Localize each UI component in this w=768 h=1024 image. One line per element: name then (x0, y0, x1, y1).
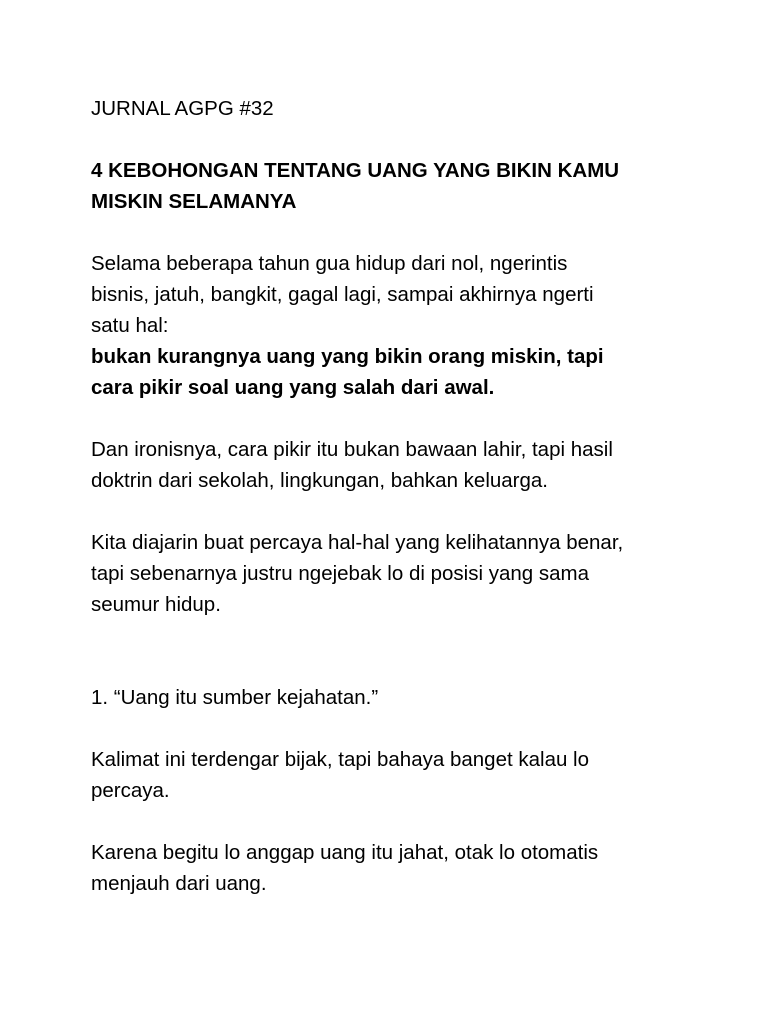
point-1-title: 1. “Uang itu sumber kejahatan.” (91, 686, 379, 709)
point-1-paragraph-1 (91, 744, 691, 806)
text-line: Dan ironisnya, cara pikir itu bukan bawaan lahir, tapi hasil (91, 438, 613, 461)
emphasis-line: cara pikir soal uang yang salah dari awal. (91, 376, 495, 399)
text-line: percaya. (91, 779, 170, 802)
emphasis-line: bukan kurangnya uang yang bikin orang miskin, tapi (91, 345, 604, 368)
journal-title: JURNAL AGPG #32 (91, 97, 274, 120)
text-line: satu hal: (91, 314, 169, 337)
heading-line: 4 KEBOHONGAN TENTANG UANG YANG BIKIN KAMU (91, 159, 620, 182)
text-line: Karena begitu lo anggap uang itu jahat, otak lo otomatis (91, 841, 599, 864)
belief-paragraph (91, 527, 691, 620)
irony-paragraph (91, 434, 691, 496)
intro-paragraph (91, 248, 691, 403)
text-line: Kita diajarin buat percaya hal-hal yang kelihatannya benar, (91, 531, 624, 554)
text-line: tapi sebenarnya justru ngejebak lo di posisi yang sama (91, 562, 589, 585)
text-line: seumur hidup. (91, 593, 221, 616)
article-heading (91, 155, 691, 217)
text-line: menjauh dari uang. (91, 872, 267, 895)
heading-line: MISKIN SELAMANYA (91, 190, 297, 213)
text-line: Selama beberapa tahun gua hidup dari nol, ngerintis (91, 252, 568, 275)
text-line: doktrin dari sekolah, lingkungan, bahkan keluarga. (91, 469, 548, 492)
point-1-paragraph-2 (91, 837, 691, 899)
text-line: bisnis, jatuh, bangkit, gagal lagi, sampai akhirnya ngerti (91, 283, 594, 306)
document-page (91, 93, 691, 899)
text-line: Kalimat ini terdengar bijak, tapi bahaya banget kalau lo (91, 748, 590, 771)
